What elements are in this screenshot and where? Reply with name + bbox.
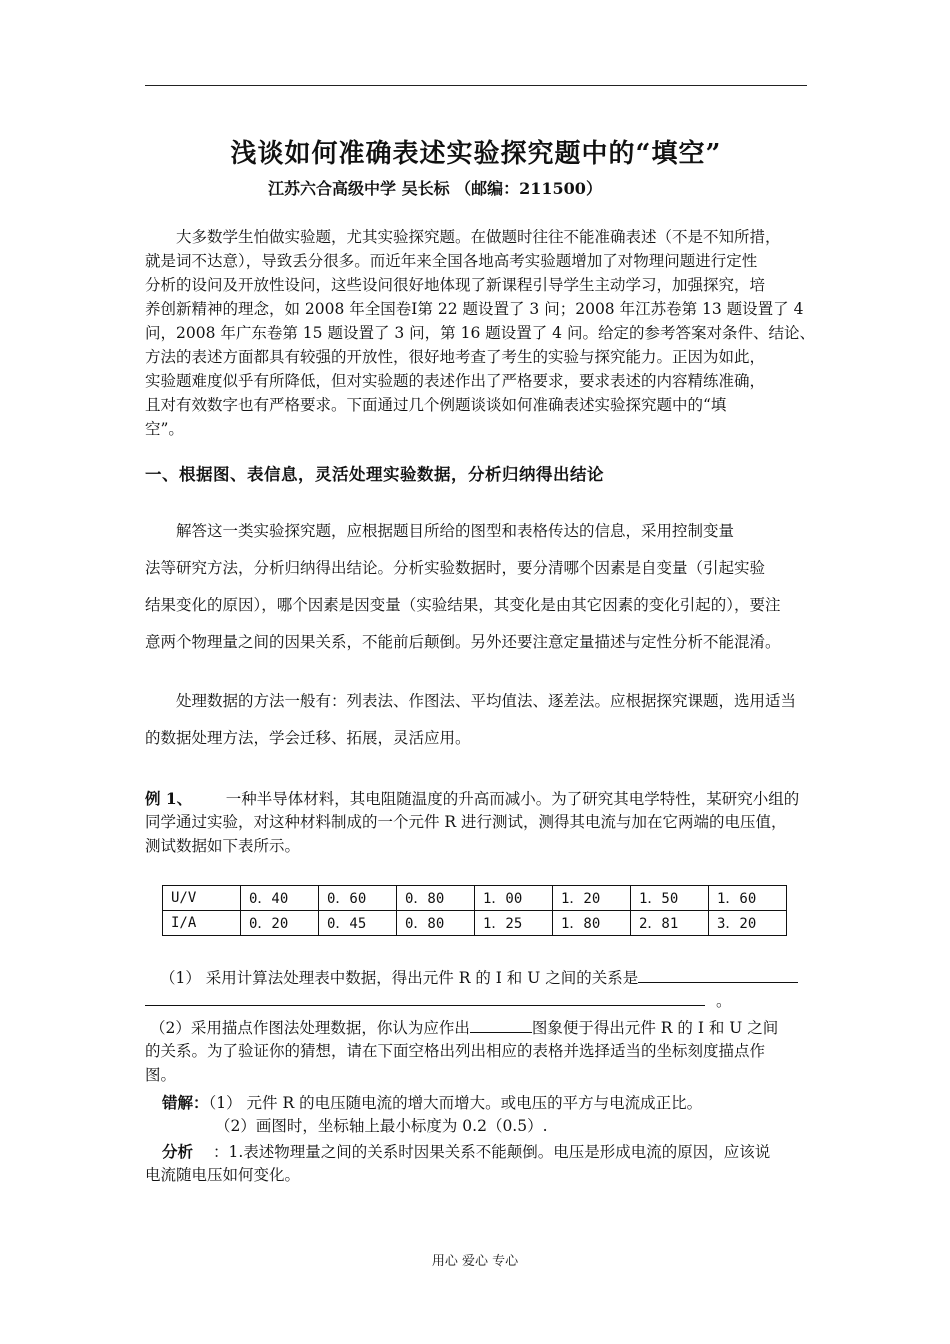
wrong-answer-line: （2）画图时，坐标轴上最小标度为 0.2（0.5）. <box>215 1117 548 1135</box>
intro-line: 方法的表述方面都具有较强的开放性，很好地考查了考生的实验与探究能力。正因为如此， <box>145 348 766 366</box>
page-title: 浅谈如何准确表述实验探究题中的“填空” <box>230 139 722 169</box>
example-1-line: 同学通过实验，对这种材料制成的一个元件 R 进行测试，测得其电流与加在它两端的电压值， <box>145 813 787 831</box>
question-2-line: 图。 <box>145 1066 177 1084</box>
paragraph-line: 处理数据的方法一般有：列表法、作图法、平均值法、逐差法。应根据探究课题，选用适当 <box>145 692 797 710</box>
intro-line: 分析的设问及开放性设问，这些设问很好地体现了新课程引导学生主动学习，加强探究，培 <box>145 276 766 294</box>
wrong-answer <box>162 1091 702 1115</box>
paragraph-line: 法等研究方法，分析归纳得出结论。分析实验数据时，要分清哪个因素是自变量（引起实验 <box>145 559 766 577</box>
wrong-answer-label: 错解： <box>162 1093 209 1112</box>
answer-blank-line[interactable] <box>145 1005 705 1006</box>
answer-blank[interactable] <box>470 1016 532 1033</box>
table-cell: 0．45 <box>319 911 397 936</box>
wrong-answer-text: （1） 元件 R 的电压随电流的增大而增大。或电压的平方与电流成正比。 <box>208 1094 703 1112</box>
question-1-text: （1） 采用计算法处理表中数据，得出元件 R 的 I 和 U 之间的关系是 <box>160 969 639 987</box>
section-heading: 一、根据图、表信息，灵活处理实验数据，分析归纳得出结论 <box>145 465 604 484</box>
table-cell: 0．20 <box>241 911 319 936</box>
table-cell: 0．40 <box>241 886 319 911</box>
paragraph-line: 的数据处理方法，学会迁移、拓展，灵活应用。 <box>145 729 471 747</box>
paragraph-line: 意两个物理量之间的因果关系，不能前后颠倒。另外还要注意定量描述与定性分析不能混淆。 <box>145 633 781 651</box>
table-row <box>163 886 787 911</box>
intro-line: 养创新精神的理念，如 2008 年全国卷Ⅰ第 22 题设置了 3 问；2008 年江苏卷第 13 题设置了 4 <box>145 300 804 318</box>
table-cell: 0．80 <box>397 886 475 911</box>
intro-line: 就是词不达意），导致丢分很多。而近年来全国各地高考实验题增加了对物理问题进行定性 <box>145 252 758 270</box>
example-1-line <box>145 787 799 811</box>
question-1 <box>160 966 798 990</box>
header-rule <box>145 85 807 86</box>
question-2-text: 图象便于得出元件 R 的 I 和 U 之间 <box>531 1019 779 1037</box>
table-cell: 0．60 <box>319 886 397 911</box>
paragraph-line: 结果变化的原因），哪个因素是因变量（实验结果，其变化是由其它因素的变化引起的），要注 <box>145 596 781 614</box>
analysis-text: ：1.表述物理量之间的关系时因果关系不能颠倒。电压是形成电流的原因，应该说 <box>213 1143 771 1161</box>
table-cell: 1．25 <box>475 911 553 936</box>
author-byline: 江苏六合高级中学 吴长标 （邮编：211500） <box>268 179 602 198</box>
table-cell: 1．80 <box>553 911 631 936</box>
intro-line: 空”。 <box>145 420 184 438</box>
paragraph-line: 解答这一类实验探究题，应根据题目所给的图型和表格传达的信息，采用控制变量 <box>145 522 735 540</box>
analysis-label: 分析 <box>162 1142 194 1161</box>
example-1-line: 测试数据如下表所示。 <box>145 837 301 855</box>
intro-line: 大多数学生怕做实验题，尤其实验探究题。在做题时往往不能准确表述（不是不知所措， <box>145 228 781 246</box>
intro-line: 实验题难度似乎有所降低，但对实验题的表述作出了严格要求，要求表述的内容精练准确， <box>145 372 766 390</box>
question-2-text: （2）采用描点作图法处理数据，你认为应作出 <box>150 1019 470 1037</box>
table-cell: 3．20 <box>709 911 787 936</box>
table-cell: 1．20 <box>553 886 631 911</box>
example-text: 一种半导体材料，其电阻随温度的升高而减小。为了研究其电学特性，某研究小组的 <box>210 790 800 808</box>
data-table <box>162 885 787 936</box>
example-label: 例 1、 <box>145 789 193 808</box>
table-cell: U/V <box>163 886 241 911</box>
question-2-line: 的关系。为了验证你的猜想，请在下面空格出列出相应的表格并选择适当的坐标刻度描点作 <box>145 1042 766 1060</box>
question-2 <box>150 1016 778 1040</box>
table-cell: 1．00 <box>475 886 553 911</box>
table-cell: 1．50 <box>631 886 709 911</box>
analysis-line: 电流随电压如何变化。 <box>145 1166 301 1184</box>
page-footer: 用心 爱心 专心 <box>431 1254 519 1269</box>
table-cell: I/A <box>163 911 241 936</box>
question-1-end: 。 <box>716 992 732 1010</box>
table-cell: 2．81 <box>631 911 709 936</box>
intro-line: 且对有效数字也有严格要求。下面通过几个例题谈谈如何准确表述实验探究题中的“填 <box>145 396 727 414</box>
table-cell: 0．80 <box>397 911 475 936</box>
answer-blank[interactable] <box>638 966 798 983</box>
table-row <box>163 911 787 936</box>
intro-line: 问，2008 年广东卷第 15 题设置了 3 问，第 16 题设置了 4 问。给定的参考答案对条件、结论、 <box>145 324 815 342</box>
analysis <box>162 1140 770 1164</box>
table-cell: 1．60 <box>709 886 787 911</box>
